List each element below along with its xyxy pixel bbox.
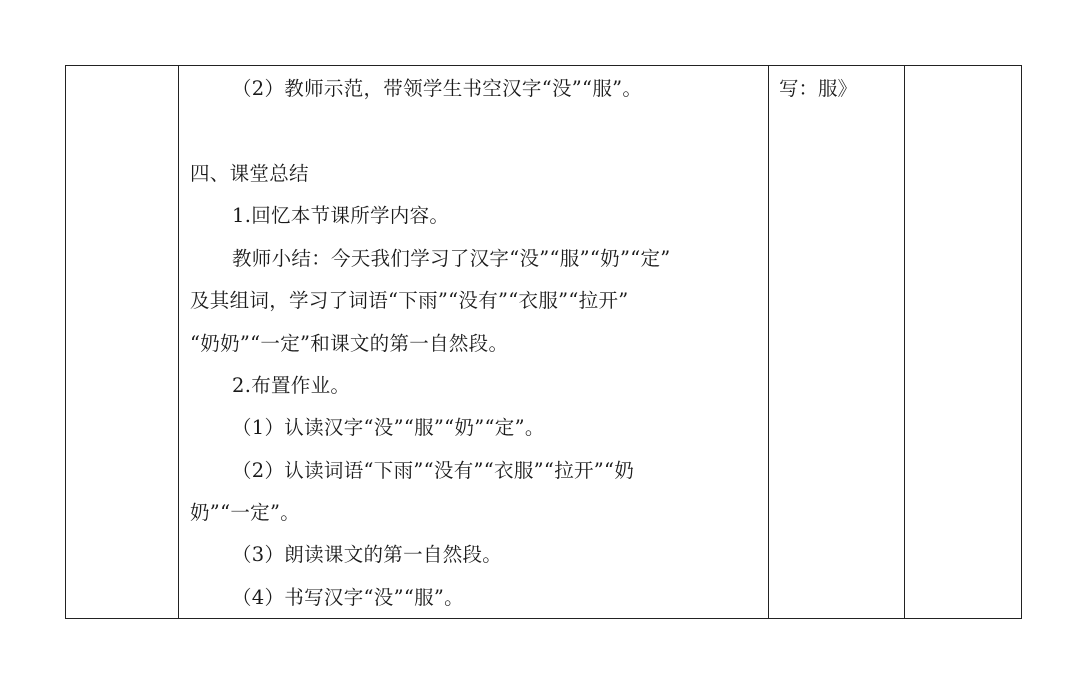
teacher-summary-line-2: 及其组词，学习了词语“下雨”“没有”“衣服”“拉开”	[190, 289, 629, 312]
design-intent-text: 写：服》	[779, 77, 858, 100]
review-item: 1.回忆本节课所学内容。	[232, 204, 450, 227]
design-intent-cell	[769, 66, 905, 619]
lesson-plan-table	[65, 65, 1022, 619]
homework-item-1: （1）认读汉字“没”“服”“奶”“定”。	[232, 416, 545, 439]
empty-right-cell	[905, 66, 1022, 619]
teaching-process-cell	[179, 66, 769, 619]
demo-step-line: （2）教师示范，带领学生书空汉字“没”“服”。	[232, 77, 643, 100]
homework-item-3: （3）朗读课文的第一自然段。	[232, 543, 503, 566]
teacher-summary-line-1: 教师小结：今天我们学习了汉字“没”“服”“奶”“定”	[232, 247, 671, 270]
homework-heading: 2.布置作业。	[232, 374, 351, 397]
homework-item-2-line-2: 奶”“一定”。	[190, 501, 301, 524]
homework-item-4: （4）书写汉字“没”“服”。	[232, 586, 464, 609]
section-heading-summary: 四、课堂总结	[190, 162, 309, 185]
teacher-summary-line-3: “奶奶”“一定”和课文的第一自然段。	[190, 332, 509, 355]
table-row	[66, 66, 1022, 619]
homework-item-2-line-1: （2）认读词语“下雨”“没有”“衣服”“拉开”“奶	[232, 459, 635, 482]
empty-left-cell	[66, 66, 179, 619]
